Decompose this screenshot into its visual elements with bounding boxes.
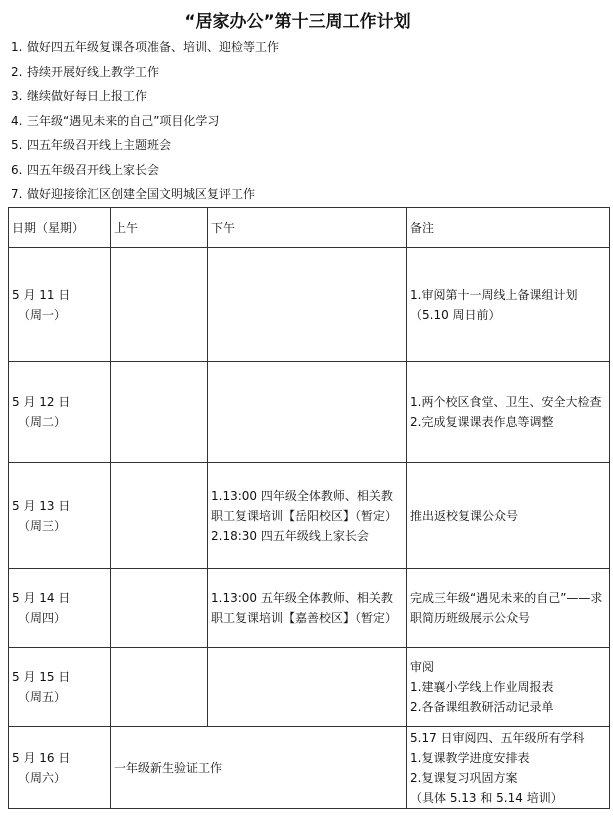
weekday: （周六） xyxy=(18,770,67,785)
note: 审阅 xyxy=(410,660,435,674)
item-text: 持续开展好线上教学工作 xyxy=(27,64,160,79)
note: 完成三年级“遇见未来的自己”——求职简历班级展示公众号 xyxy=(410,591,603,625)
note: 2.各备课组教研活动记录单 xyxy=(410,700,554,714)
date: 5 月 14 日 xyxy=(12,591,71,605)
item-number: 5. xyxy=(11,138,23,152)
table-row xyxy=(9,463,610,569)
am-cell xyxy=(111,248,208,362)
item-number: 3. xyxy=(11,89,23,103)
weekday: （周二） xyxy=(18,415,67,429)
header-date: 日期（星期） xyxy=(9,208,111,248)
pm-item: 1.13:00 四年级全体教师、相关教职工复课培训【岳阳校区】（暂定） xyxy=(211,488,398,523)
notes-cell xyxy=(407,248,610,362)
notes-cell xyxy=(407,727,610,809)
header-notes: 备注 xyxy=(407,208,610,248)
pm-cell xyxy=(208,248,407,362)
item-text: 继续做好每日上报工作 xyxy=(27,89,148,103)
date-cell xyxy=(9,463,111,569)
item-text: 做好迎接徐汇区创建全国文明城区复评工作 xyxy=(27,187,256,201)
note: 5.17 日审阅四、五年级所有学科 xyxy=(410,730,585,745)
item-text: 四五年级召开线上家长会 xyxy=(27,162,160,177)
list-item xyxy=(11,87,279,112)
item-number: 2. xyxy=(11,64,23,79)
notes-cell xyxy=(407,463,610,569)
weekday: （周三） xyxy=(18,518,67,533)
pm-cell xyxy=(208,648,407,727)
am-cell xyxy=(111,569,208,648)
weekday: （周四） xyxy=(18,611,67,625)
notes-cell xyxy=(407,569,610,648)
table-header-row xyxy=(9,208,610,248)
notes-cell xyxy=(407,648,610,727)
item-text: 做好四五年级复课各项准备、培训、迎检等工作 xyxy=(27,40,280,54)
date: 5 月 11 日 xyxy=(12,287,71,302)
date: 5 月 13 日 xyxy=(12,498,71,513)
item-number: 4. xyxy=(11,113,23,128)
table-row xyxy=(9,362,610,463)
note: 1.审阅第十一周线上备课组计划 xyxy=(410,287,578,302)
note: 1.两个校区食堂、卫生、安全大检查 xyxy=(410,395,602,409)
note: 2.完成复课课表作息等调整 xyxy=(410,415,554,429)
merged-am-pm-cell: 一年级新生验证工作 xyxy=(111,727,407,809)
date: 5 月 16 日 xyxy=(12,750,71,765)
table-row xyxy=(9,727,610,809)
note: 2.复课复习巩固方案 xyxy=(410,770,518,785)
title-text: “居家办公”第十三周工作计划 xyxy=(184,12,411,32)
am-cell xyxy=(111,463,208,569)
date-cell xyxy=(9,727,111,809)
notes-cell xyxy=(407,362,610,463)
page-title xyxy=(0,7,613,32)
date-cell xyxy=(9,569,111,648)
weekday: （周一） xyxy=(18,307,67,322)
schedule-table xyxy=(8,207,610,809)
note: （具体 5.13 和 5.14 培训） xyxy=(410,790,563,805)
list-item xyxy=(11,136,279,161)
pm-cell xyxy=(208,569,407,648)
date-cell xyxy=(9,648,111,727)
pm-item: 2.18:30 四五年级线上家长会 xyxy=(211,528,369,543)
date: 5 月 15 日 xyxy=(12,670,71,684)
list-item xyxy=(11,112,279,137)
note: 推出返校复课公众号 xyxy=(410,508,519,523)
note: 1.复课教学进度安排表 xyxy=(410,750,530,765)
item-text: 四五年级召开线上主题班会 xyxy=(27,138,172,152)
table-row xyxy=(9,648,610,727)
note: 1.建襄小学线上作业周报表 xyxy=(410,680,554,694)
item-number: 1. xyxy=(11,40,23,54)
item-number: 7. xyxy=(11,187,23,201)
date: 5 月 12 日 xyxy=(12,395,71,409)
date-cell xyxy=(9,248,111,362)
item-text: 三年级“遇见未来的自己”项目化学习 xyxy=(27,113,220,128)
pm-cell xyxy=(208,362,407,463)
list-item xyxy=(11,63,279,88)
list-item xyxy=(11,161,279,186)
table-row xyxy=(9,569,610,648)
note: （5.10 周日前） xyxy=(410,307,501,322)
date-cell xyxy=(9,362,111,463)
item-number: 6. xyxy=(11,162,23,177)
am-cell xyxy=(111,362,208,463)
list-item xyxy=(11,185,279,210)
pm-cell xyxy=(208,463,407,569)
task-list xyxy=(11,38,279,210)
list-item xyxy=(11,38,279,63)
table-row xyxy=(9,248,610,362)
header-am: 上午 xyxy=(111,208,208,248)
pm-item: 1.13:00 五年级全体教师、相关教职工复课培训【嘉善校区】（暂定） xyxy=(211,591,398,625)
header-pm: 下午 xyxy=(208,208,407,248)
am-cell xyxy=(111,648,208,727)
weekday: （周五） xyxy=(18,690,67,704)
